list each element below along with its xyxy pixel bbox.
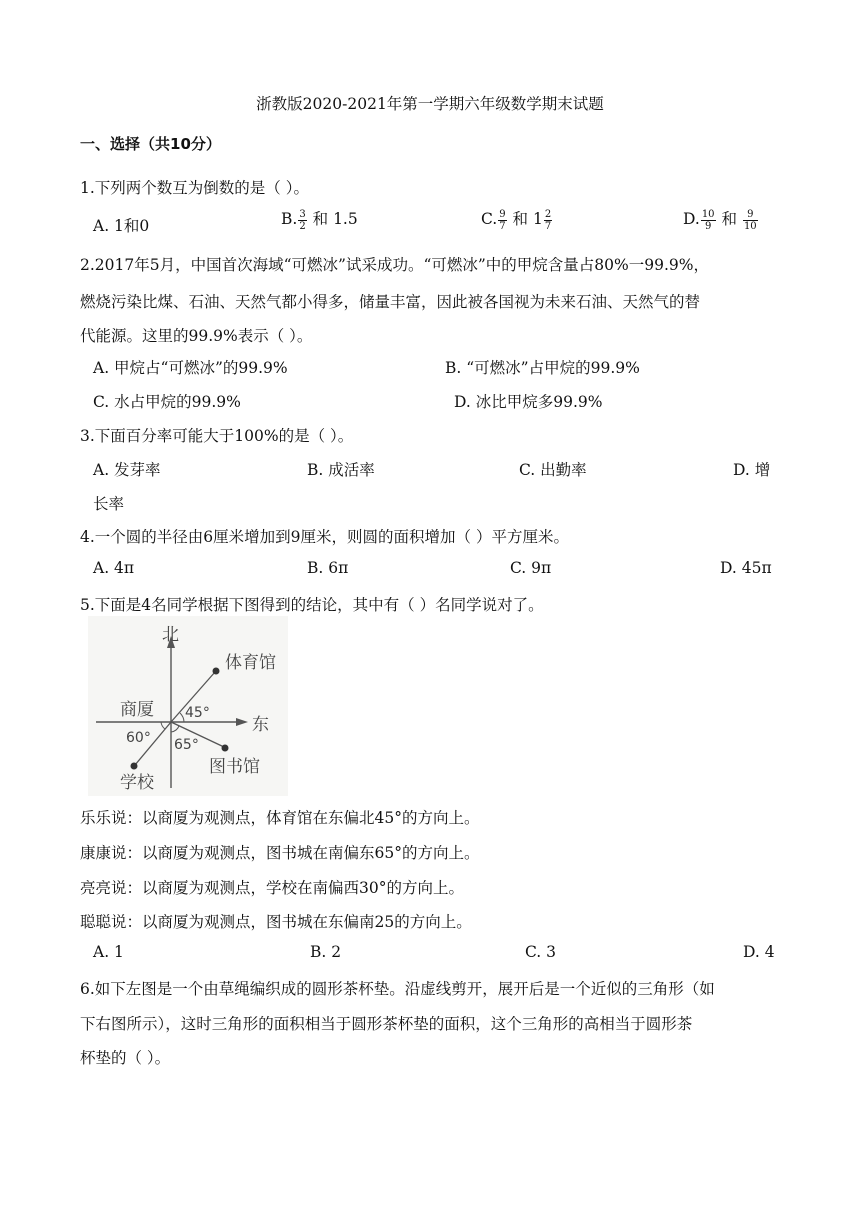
- q6-line-2: 下右图所示），这时三角形的面积相当于圆形茶杯垫的面积，这个三角形的高相当于圆形茶: [80, 1015, 693, 1033]
- q1-stem: 1.下列两个数互为倒数的是（ ）。: [80, 179, 309, 197]
- label-gym: 体育馆: [225, 653, 276, 673]
- q1-option-d: D. $\frac{10}{9}$ 和 $\frac{9}{10}$: [683, 208, 757, 232]
- fraction: $\frac{2}{7}$: [544, 208, 552, 232]
- q2-option-b: B. “可燃冰”占甲烷的99.9%: [445, 359, 640, 377]
- q3-stem: 3.下面百分率可能大于100%的是（ ）。: [80, 427, 354, 445]
- q5-option-b: B. 2: [310, 943, 342, 961]
- q5-option-a: A. 1: [93, 943, 124, 961]
- label-center: 商厦: [120, 700, 154, 720]
- fraction: $\frac{3}{2}$: [299, 208, 306, 232]
- q6-line-1: 6.如下左图是一个由草绳编织成的圆形茶杯垫。沿虚线剪开，展开后是一个近似的三角形（如: [80, 980, 715, 998]
- label-north: 北: [162, 625, 179, 645]
- q3-option-b: B. 成活率: [307, 461, 375, 479]
- label-school: 学校: [120, 773, 154, 793]
- q3-option-d-continued: 长率: [93, 495, 125, 513]
- q5-statement-3: 亮亮说：以商厦为观测点，学校在南偏西30°的方向上。: [80, 879, 464, 897]
- label-angle-library: 65°: [174, 737, 199, 753]
- q1-option-a: A. 1和0: [93, 217, 150, 235]
- section-heading-choice: 一、选择（共10分）: [80, 135, 221, 153]
- q2-line-3: 代能源。这里的99.9%表示（ ）。: [80, 327, 313, 345]
- q3-option-a: A. 发芽率: [93, 461, 161, 479]
- q5-statement-4: 聪聪说：以商厦为观测点，图书城在东偏南25的方向上。: [80, 913, 472, 931]
- q4-option-a: A. 4π: [93, 559, 135, 577]
- q5-option-c: C. 3: [525, 943, 557, 961]
- q3-option-d: D. 增: [733, 461, 771, 479]
- q6-line-3: 杯垫的（ ）。: [80, 1049, 171, 1067]
- page-title: 浙教版2020-2021年第一学期六年级数学期末试题: [256, 95, 604, 113]
- q1-option-c: C. $\frac{9}{7}$ 和 1 $\frac{2}{7}$: [481, 208, 552, 232]
- fraction: $\frac{10}{9}$: [701, 208, 715, 232]
- point-gym: [213, 668, 220, 675]
- direction-diagram: [88, 616, 288, 796]
- point-school: [131, 763, 138, 770]
- q2-option-c: C. 水占甲烷的99.9%: [93, 393, 241, 411]
- label-angle-school: 60°: [126, 730, 151, 746]
- q5-option-d: D. 4: [743, 943, 775, 961]
- q4-option-c: C. 9π: [510, 559, 552, 577]
- q2-line-1: 2.2017年5月，中国首次海域“可燃冰”试采成功。“可燃冰”中的甲烷含量占80%一99.9%，: [80, 256, 709, 274]
- point-library: [222, 745, 229, 752]
- q5-statement-2: 康康说：以商厦为观测点，图书城在南偏东65°的方向上。: [80, 844, 480, 862]
- q2-line-2: 燃烧污染比煤、石油、天然气都小得多，储量丰富，因此被各国视为未来石油、天然气的替: [80, 293, 701, 311]
- q5-stem: 5.下面是4名同学根据下图得到的结论，其中有（ ）名同学说对了。: [80, 596, 544, 614]
- q4-option-d: D. 45π: [720, 559, 772, 577]
- fraction: $\frac{9}{7}$: [499, 208, 506, 232]
- q5-statement-1: 乐乐说：以商厦为观测点，体育馆在东偏北45°的方向上。: [80, 809, 480, 827]
- q2-option-a: A. 甲烷占“可燃冰”的99.9%: [93, 359, 288, 377]
- label-library: 图书馆: [209, 757, 260, 777]
- q2-option-d: D. 冰比甲烷多99.9%: [454, 393, 603, 411]
- label-angle-gym: 45°: [185, 705, 210, 721]
- fraction: $\frac{9}{10}$: [743, 208, 757, 232]
- q1-option-b: B. $\frac{3}{2}$ 和 1.5: [281, 208, 358, 232]
- q3-option-c: C. 出勤率: [519, 461, 587, 479]
- q4-option-b: B. 6π: [307, 559, 349, 577]
- label-east: 东: [252, 715, 269, 735]
- q4-stem: 4.一个圆的半径由6厘米增加到9厘米，则圆的面积增加（ ）平方厘米。: [80, 528, 569, 546]
